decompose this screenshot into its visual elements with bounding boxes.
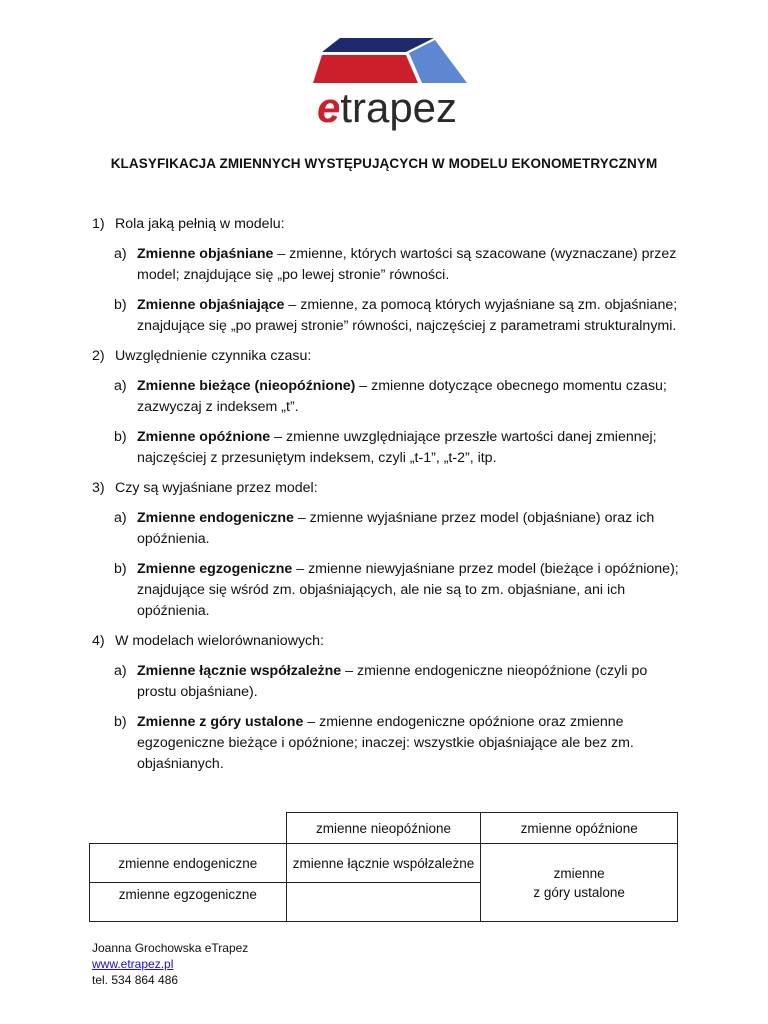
- list-item: b) Zmienne opóźnione – zmienne uwzględniające przeszłe wartości danej zmiennej; najczęściej z przesuniętym indeksem, czyli „t-1”, „t-2”, itp.: [114, 429, 657, 466]
- classification-list: [92, 214, 682, 784]
- list-item: a) Zmienne łącznie współzależne – zmienne endogeniczne nieopóźnione (czyli po prostu objaśniane).: [114, 663, 648, 700]
- table-corner: [90, 813, 287, 844]
- term: Zmienne egzogeniczne: [137, 561, 293, 577]
- table-header-opoznione: zmienne opóźnione: [481, 813, 678, 844]
- term: Zmienne opóźnione: [137, 429, 271, 445]
- document-title: KLASYFIKACJA ZMIENNYCH WYSTĘPUJĄCYCH W MODELU EKONOMETRYCZNYM: [110, 156, 658, 171]
- section-4-heading: 4) W modelach wielorównaniowych:: [92, 633, 324, 649]
- section-1-heading: 1) Rola jaką pełnią w modelu:: [92, 216, 285, 232]
- list-item: b) Zmienne z góry ustalone – zmienne endogeniczne opóźnione oraz zmienne egzogeniczne bieżące i opóźnione; inaczej: wszystkie objaśniające ale bez zm. objaśnianych.: [114, 714, 634, 772]
- classification-table: [89, 812, 678, 922]
- table-cell-lacznie-wspolzalezne: zmienne łącznie współzależne: [286, 844, 481, 883]
- list-item: b) Zmienne objaśniające – zmienne, za pomocą których wyjaśniane są zm. objaśniane; znajdujące się „po prawej stronie” równości, najczęściej z parametrami strukturalnymi.: [114, 297, 678, 334]
- list-item: a) Zmienne endogeniczne – zmienne wyjaśniane przez model (objaśniane) oraz ich opóźnienia.: [114, 510, 655, 547]
- logo-red-shape: [313, 55, 418, 83]
- logo-wordmark[interactable]: etrapez: [316, 84, 458, 131]
- footer-author: Joanna Grochowska eTrapez: [92, 941, 249, 955]
- list-item: a) Zmienne objaśniane – zmienne, których wartości są szacowane (wyznaczane) przez model; znajdujące się „po lewej stronie” równości.: [114, 246, 677, 283]
- section-2-heading: 2) Uwzględnienie czynnika czasu:: [92, 348, 312, 364]
- table-cell-z-gory-ustalone: zmienne z góry ustalone: [481, 844, 678, 922]
- table-header-nieopoznione: zmienne nieopóźnione: [286, 813, 481, 844]
- table-cell-empty: [286, 883, 481, 922]
- term: Zmienne bieżące (nieopóźnione): [137, 378, 356, 394]
- list-item: b) Zmienne egzogeniczne – zmienne niewyjaśniane przez model (bieżące i opóźnione); znajdujące się wśród zm. objaśniających, ale nie są to zm. objaśniane, ani ich opóźnienia.: [114, 561, 679, 619]
- footer: [92, 940, 248, 988]
- term: Zmienne objaśniane: [137, 246, 274, 262]
- website-link[interactable]: www.etrapez.pl: [92, 957, 174, 971]
- logo-blue-shape: [409, 40, 467, 83]
- table-row-egzogeniczne: zmienne egzogeniczne: [90, 883, 287, 922]
- term: Zmienne z góry ustalone: [137, 714, 304, 730]
- footer-phone: tel. 534 864 486: [92, 973, 179, 987]
- term: Zmienne endogeniczne: [137, 510, 294, 526]
- term: Zmienne objaśniające: [137, 297, 285, 313]
- section-3-heading: 3) Czy są wyjaśniane przez model:: [92, 480, 318, 496]
- list-item: a) Zmienne bieżące (nieopóźnione) – zmienne dotyczące obecnego momentu czasu; zazwyczaj z indeksem „t”.: [114, 378, 667, 415]
- table-row-endogeniczne: zmienne endogeniczne: [90, 844, 287, 883]
- term: Zmienne łącznie współzależne: [137, 663, 342, 679]
